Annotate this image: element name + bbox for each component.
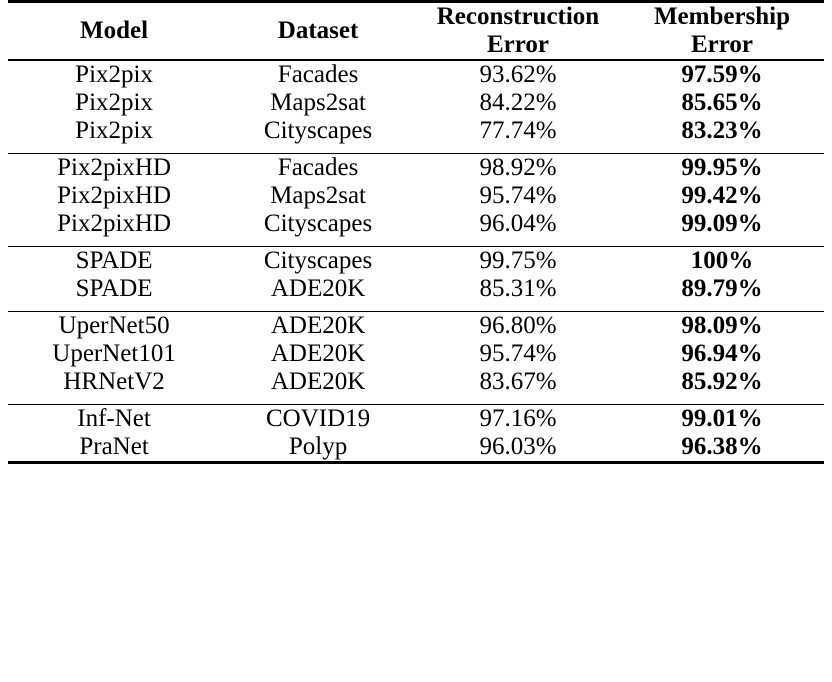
cell-membership-error: 99.95% <box>620 154 824 183</box>
table-body-group-3 <box>8 247 824 312</box>
group-spacer <box>8 303 824 312</box>
cell-membership-error: 89.79% <box>681 275 763 302</box>
table-row <box>8 368 824 396</box>
cell-model: Pix2pixHD <box>57 182 172 209</box>
cell-membership-error: 99.09% <box>681 210 763 237</box>
table-row <box>8 117 824 145</box>
column-header-membership-error-line-1: Membership <box>653 3 791 30</box>
results-table <box>8 0 824 474</box>
cell-membership-error: 96.94% <box>681 340 763 367</box>
cell-reconstruction-error: 96.80% <box>416 312 620 341</box>
cell-membership-error: 99.01% <box>620 405 824 434</box>
cell-reconstruction-error: 95.74% <box>479 340 557 367</box>
table-row <box>8 154 824 183</box>
cell-reconstruction-error: 97.16% <box>416 405 620 434</box>
bottom-spacer <box>8 463 824 475</box>
cell-membership-error: 99.42% <box>681 182 763 209</box>
cell-dataset: Facades <box>220 60 416 89</box>
cell-dataset: Cityscapes <box>263 117 373 144</box>
table-header <box>8 2 824 61</box>
cell-dataset: ADE20K <box>270 368 366 395</box>
cell-model: PraNet <box>79 433 149 460</box>
table-row <box>8 340 824 368</box>
cell-dataset: ADE20K <box>270 340 366 367</box>
column-header-reconstruction-error <box>416 2 620 61</box>
cell-reconstruction-error: 85.31% <box>479 275 557 302</box>
cell-membership-error: 96.38% <box>681 433 763 460</box>
table-row <box>8 312 824 341</box>
cell-membership-error: 83.23% <box>681 117 763 144</box>
cell-reconstruction-error: 95.74% <box>479 182 557 209</box>
table-row <box>8 60 824 89</box>
cell-model: Pix2pixHD <box>8 154 220 183</box>
cell-model: Pix2pix <box>75 89 153 116</box>
cell-reconstruction-error: 93.62% <box>416 60 620 89</box>
column-header-reconstruction-error-line-2: Error <box>486 31 549 58</box>
table-row <box>8 247 824 276</box>
group-spacer <box>8 145 824 154</box>
cell-model: HRNetV2 <box>63 368 165 395</box>
cell-dataset: Polyp <box>288 433 348 460</box>
cell-dataset: Cityscapes <box>220 247 416 276</box>
column-header-model <box>8 2 220 61</box>
cell-reconstruction-error: 96.04% <box>479 210 557 237</box>
cell-model: Pix2pixHD <box>57 210 172 237</box>
group-spacer <box>8 238 824 247</box>
cell-dataset: COVID19 <box>220 405 416 434</box>
table-row <box>8 89 824 117</box>
cell-model: UperNet50 <box>8 312 220 341</box>
cell-model: Pix2pix <box>8 60 220 89</box>
group-spacer <box>8 396 824 405</box>
cell-dataset: ADE20K <box>270 275 366 302</box>
table-body-group-5 <box>8 405 824 475</box>
cell-membership-error: 85.65% <box>681 89 763 116</box>
cell-membership-error: 85.92% <box>681 368 763 395</box>
cell-dataset: Facades <box>220 154 416 183</box>
cell-model: Pix2pix <box>75 117 153 144</box>
cell-membership-error: 97.59% <box>620 60 824 89</box>
column-header-dataset <box>220 2 416 61</box>
cell-dataset: Maps2sat <box>270 89 366 116</box>
cell-model: SPADE <box>8 247 220 276</box>
column-header-model-line-1: Model <box>80 17 149 44</box>
cell-model: SPADE <box>75 275 153 302</box>
cell-reconstruction-error: 84.22% <box>479 89 557 116</box>
cell-reconstruction-error: 98.92% <box>416 154 620 183</box>
column-header-dataset-line-1: Dataset <box>277 17 359 44</box>
column-header-membership-error-line-2: Error <box>690 31 753 58</box>
table-row <box>8 275 824 303</box>
cell-dataset: Maps2sat <box>270 182 366 209</box>
table-body-group-1 <box>8 60 824 154</box>
cell-membership-error: 98.09% <box>620 312 824 341</box>
cell-reconstruction-error: 96.03% <box>479 433 557 460</box>
cell-model: UperNet101 <box>52 340 176 367</box>
table-body-group-4 <box>8 312 824 405</box>
table-bottom-rule <box>8 463 824 475</box>
cell-model: Inf-Net <box>8 405 220 434</box>
table-header-row <box>8 2 824 61</box>
table-row <box>8 210 824 238</box>
table-body-group-2 <box>8 154 824 247</box>
cell-reconstruction-error: 99.75% <box>416 247 620 276</box>
table-row <box>8 182 824 210</box>
column-header-membership-error <box>620 2 824 61</box>
cell-membership-error: 100% <box>620 247 824 276</box>
table-row <box>8 405 824 434</box>
cell-reconstruction-error: 83.67% <box>479 368 557 395</box>
table-row <box>8 433 824 463</box>
cell-dataset: ADE20K <box>220 312 416 341</box>
column-header-reconstruction-error-line-1: Reconstruction <box>436 3 600 30</box>
cell-dataset: Cityscapes <box>263 210 373 237</box>
cell-reconstruction-error: 77.74% <box>479 117 557 144</box>
